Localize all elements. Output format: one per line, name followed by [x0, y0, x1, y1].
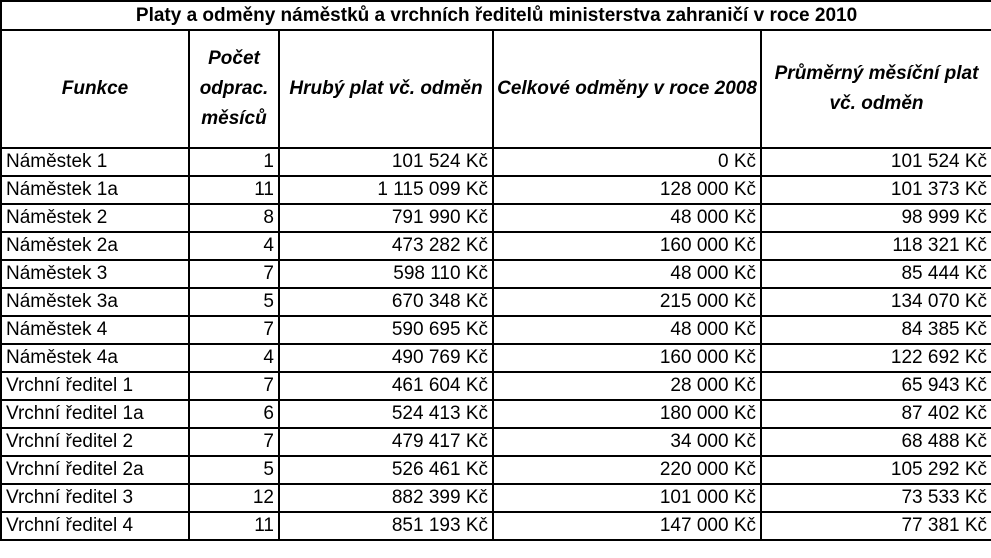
table-row	[1, 288, 991, 316]
cell-funkce: Vrchní ředitel 1a	[1, 400, 189, 428]
cell-pocet-mesicu: 4	[189, 232, 279, 260]
cell-pocet-mesicu: 8	[189, 204, 279, 232]
cell-hruby-plat: 598 110 Kč	[279, 260, 493, 288]
cell-pocet-mesicu: 12	[189, 484, 279, 512]
cell-pocet-mesicu: 7	[189, 316, 279, 344]
cell-celkove-odmeny: 101 000 Kč	[493, 484, 761, 512]
cell-funkce: Náměstek 1	[1, 148, 189, 176]
table-row	[1, 484, 991, 512]
cell-celkove-odmeny: 215 000 Kč	[493, 288, 761, 316]
cell-funkce: Náměstek 3	[1, 260, 189, 288]
cell-hruby-plat: 461 604 Kč	[279, 372, 493, 400]
cell-prumerny-plat: 101 524 Kč	[761, 148, 991, 176]
table-row	[1, 176, 991, 204]
cell-funkce: Náměstek 3a	[1, 288, 189, 316]
table-row	[1, 512, 991, 540]
title-row	[1, 1, 991, 30]
cell-hruby-plat: 524 413 Kč	[279, 400, 493, 428]
cell-hruby-plat: 490 769 Kč	[279, 344, 493, 372]
header-prumerny-plat: Průměrný měsíční plat vč. odměn	[761, 30, 991, 148]
cell-celkove-odmeny: 180 000 Kč	[493, 400, 761, 428]
table-row	[1, 260, 991, 288]
cell-funkce: Náměstek 2a	[1, 232, 189, 260]
cell-celkove-odmeny: 160 000 Kč	[493, 232, 761, 260]
cell-pocet-mesicu: 11	[189, 176, 279, 204]
cell-pocet-mesicu: 7	[189, 260, 279, 288]
table-title: Platy a odměny náměstků a vrchních ředitelů ministerstva zahraničí v roce 2010	[1, 1, 991, 30]
cell-funkce: Náměstek 1a	[1, 176, 189, 204]
cell-hruby-plat: 526 461 Kč	[279, 456, 493, 484]
cell-celkove-odmeny: 147 000 Kč	[493, 512, 761, 540]
cell-prumerny-plat: 101 373 Kč	[761, 176, 991, 204]
cell-hruby-plat: 479 417 Kč	[279, 428, 493, 456]
cell-pocet-mesicu: 1	[189, 148, 279, 176]
cell-funkce: Vrchní ředitel 2a	[1, 456, 189, 484]
cell-hruby-plat: 1 115 099 Kč	[279, 176, 493, 204]
cell-celkove-odmeny: 160 000 Kč	[493, 344, 761, 372]
cell-prumerny-plat: 118 321 Kč	[761, 232, 991, 260]
table-row	[1, 372, 991, 400]
cell-hruby-plat: 791 990 Kč	[279, 204, 493, 232]
cell-prumerny-plat: 105 292 Kč	[761, 456, 991, 484]
cell-hruby-plat: 590 695 Kč	[279, 316, 493, 344]
header-hruby-plat: Hrubý plat vč. odměn	[279, 30, 493, 148]
table-row	[1, 344, 991, 372]
cell-celkove-odmeny: 28 000 Kč	[493, 372, 761, 400]
table-row	[1, 204, 991, 232]
cell-pocet-mesicu: 4	[189, 344, 279, 372]
cell-prumerny-plat: 122 692 Kč	[761, 344, 991, 372]
cell-prumerny-plat: 68 488 Kč	[761, 428, 991, 456]
cell-pocet-mesicu: 6	[189, 400, 279, 428]
header-funkce: Funkce	[1, 30, 189, 148]
table-row	[1, 400, 991, 428]
cell-pocet-mesicu: 5	[189, 288, 279, 316]
cell-pocet-mesicu: 11	[189, 512, 279, 540]
cell-prumerny-plat: 85 444 Kč	[761, 260, 991, 288]
cell-prumerny-plat: 87 402 Kč	[761, 400, 991, 428]
cell-pocet-mesicu: 7	[189, 372, 279, 400]
cell-celkove-odmeny: 48 000 Kč	[493, 204, 761, 232]
table-row	[1, 316, 991, 344]
cell-celkove-odmeny: 48 000 Kč	[493, 316, 761, 344]
cell-funkce: Vrchní ředitel 1	[1, 372, 189, 400]
cell-pocet-mesicu: 7	[189, 428, 279, 456]
cell-celkove-odmeny: 128 000 Kč	[493, 176, 761, 204]
cell-prumerny-plat: 134 070 Kč	[761, 288, 991, 316]
cell-prumerny-plat: 84 385 Kč	[761, 316, 991, 344]
cell-prumerny-plat: 77 381 Kč	[761, 512, 991, 540]
cell-hruby-plat: 473 282 Kč	[279, 232, 493, 260]
cell-funkce: Vrchní ředitel 3	[1, 484, 189, 512]
cell-celkove-odmeny: 48 000 Kč	[493, 260, 761, 288]
cell-celkove-odmeny: 34 000 Kč	[493, 428, 761, 456]
table-row	[1, 232, 991, 260]
cell-funkce: Náměstek 4	[1, 316, 189, 344]
cell-hruby-plat: 882 399 Kč	[279, 484, 493, 512]
table-row	[1, 428, 991, 456]
table-row	[1, 456, 991, 484]
header-celkove-odmeny: Celkové odměny v roce 2008	[493, 30, 761, 148]
cell-funkce: Náměstek 4a	[1, 344, 189, 372]
cell-prumerny-plat: 98 999 Kč	[761, 204, 991, 232]
cell-hruby-plat: 670 348 Kč	[279, 288, 493, 316]
cell-hruby-plat: 851 193 Kč	[279, 512, 493, 540]
cell-prumerny-plat: 65 943 Kč	[761, 372, 991, 400]
header-pocet-mesicu: Počet odprac. měsíců	[189, 30, 279, 148]
cell-funkce: Vrchní ředitel 2	[1, 428, 189, 456]
cell-pocet-mesicu: 5	[189, 456, 279, 484]
cell-prumerny-plat: 73 533 Kč	[761, 484, 991, 512]
header-row	[1, 30, 991, 148]
cell-funkce: Vrchní ředitel 4	[1, 512, 189, 540]
cell-funkce: Náměstek 2	[1, 204, 189, 232]
cell-celkove-odmeny: 0 Kč	[493, 148, 761, 176]
cell-celkove-odmeny: 220 000 Kč	[493, 456, 761, 484]
cell-hruby-plat: 101 524 Kč	[279, 148, 493, 176]
table-row	[1, 148, 991, 176]
